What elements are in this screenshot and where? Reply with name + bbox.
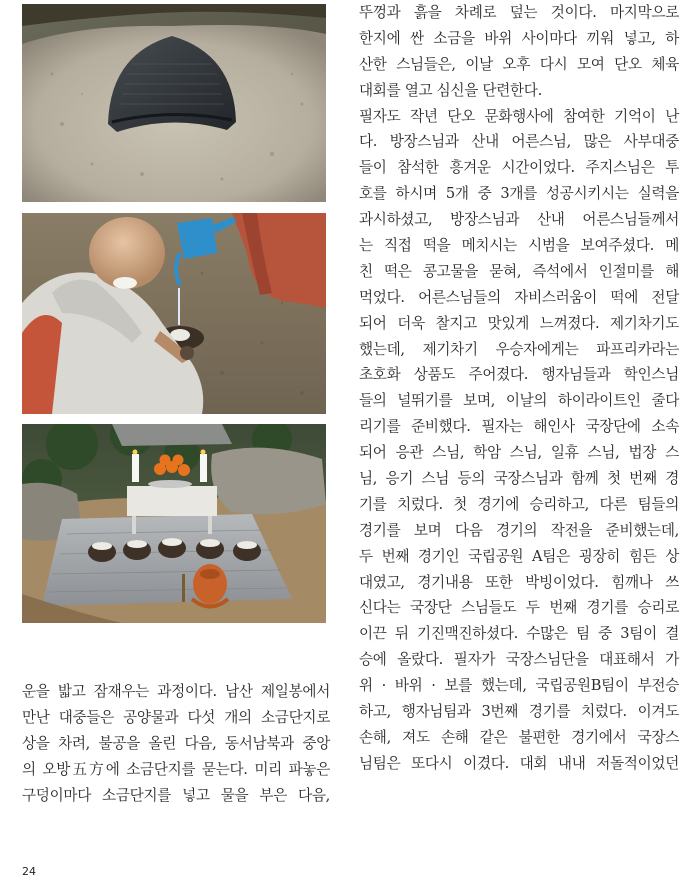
right-line-23: 대였고, 경기내용 또한 박빙이었다. 힘깨나 쓰 xyxy=(359,573,679,591)
right-line-18: 되어 응관 스님, 학암 스님, 일휴 스님, 법장 스 xyxy=(359,444,679,462)
left-line-1: 운을 밟고 잠재우는 과정이다. 남산 제일봉에서 xyxy=(22,683,330,700)
right-line-24: 신다는 국장단 스님들도 두 번째 경기를 승리로 xyxy=(359,599,679,617)
right-line-4: 대회를 열고 심신을 단련한다. xyxy=(359,81,542,99)
right-line-12: 먹었다. 어른스님들의 자비스러움이 떡에 전달 xyxy=(359,288,679,306)
right-line-26: 승에 올랐다. 필자가 국장스님단을 대표해서 가 xyxy=(359,651,679,669)
left-text-column xyxy=(22,679,330,808)
right-line-14: 했는데, 제기차기 우승자에게는 파프리카라는 xyxy=(359,340,679,358)
right-line-3: 산한 스님들은, 이날 오후 다시 모여 단오 체육 xyxy=(359,55,679,73)
altar-photo-graphic xyxy=(22,424,326,623)
right-line-22: 두 번째 경기인 국립공원 A팀은 굉장히 힘든 상 xyxy=(359,547,679,565)
left-line-3: 상을 차려, 불공을 올린 다음, 동서남북과 중앙 xyxy=(22,734,330,752)
left-line-2: 만난 대중들은 공양물과 다섯 개의 소금단지로 xyxy=(22,708,330,726)
page-number: 24 xyxy=(22,865,36,878)
stone-photo-graphic xyxy=(22,4,326,202)
right-line-16: 들의 널뛰기를 보며, 이날의 하이라이트인 줄다 xyxy=(359,392,679,410)
left-line-5: 구덩이마다 소금단지를 넣고 물을 부은 다음, xyxy=(22,786,330,804)
right-line-17: 리기를 준비했다. 필자는 해인사 국장단에 소속 xyxy=(359,418,679,436)
right-line-15: 초호화 상품도 주어졌다. 행자님들과 학인스님 xyxy=(359,366,679,384)
left-line-4: 의 오방五方에 소금단지를 묻는다. 미리 파놓은 xyxy=(22,760,330,778)
right-line-19: 님, 응기 스님 등의 국장스님과 함께 첫 번째 경 xyxy=(359,470,679,488)
right-line-10: 는 직접 떡을 메치시는 시범을 보여주셨다. 메 xyxy=(359,237,679,255)
right-line-6: 다. 방장스님과 산내 어른스님, 많은 사부대중 xyxy=(359,133,679,151)
right-line-13: 되어 더욱 찰지고 맛있게 느껴졌다. 제기차기도 xyxy=(359,314,679,332)
right-line-25: 이끈 뒤 기진맥진하셨다. 수많은 팀 중 3팀이 결 xyxy=(359,625,679,643)
stone-with-slate-plaque-photo xyxy=(22,4,326,202)
right-line-20: 기를 치렀다. 첫 경기에 승리하고, 다른 팀들의 xyxy=(359,495,679,513)
right-line-7: 들이 참석한 흥겨운 시간이었다. 주지스님은 투 xyxy=(359,159,679,177)
right-line-9: 과시하셨고, 방장스님과 산내 어른스님들께서 xyxy=(359,211,679,229)
right-line-8: 호를 하시며 5개 중 3개를 성공시키시는 실력을 xyxy=(359,185,679,203)
right-line-5: 필자도 작년 단오 문화행사에 참여한 기억이 난 xyxy=(359,107,679,125)
right-line-21: 경기를 보며 다음 경기의 작전을 준비했는데, xyxy=(359,521,679,539)
right-line-29: 손해, 져도 손해 같은 불편한 경기에서 국장스 xyxy=(359,728,679,746)
right-line-27: 위 · 바위 · 보를 했는데, 국립공원B팀이 부전승 xyxy=(359,677,679,695)
right-line-30: 님팀은 또다시 이겼다. 대회 내내 저돌적이었던 xyxy=(359,754,679,772)
altar-offerings-photo xyxy=(22,424,326,623)
right-line-1: 뚜껑과 흙을 차례로 덮는 것이다. 마지막으로 xyxy=(359,4,679,21)
right-text-column xyxy=(359,0,679,777)
monk-photo-graphic xyxy=(22,213,326,414)
right-line-11: 친 떡은 콩고물을 묻혀, 즉석에서 인절미를 해 xyxy=(359,262,679,280)
right-line-2: 한지에 싼 소금을 바위 사이마다 끼워 넣고, 하 xyxy=(359,29,679,47)
monk-pouring-water-photo xyxy=(22,213,326,414)
right-line-28: 하고, 행자님팀과 3번째 경기를 치렀다. 이겨도 xyxy=(359,703,679,721)
